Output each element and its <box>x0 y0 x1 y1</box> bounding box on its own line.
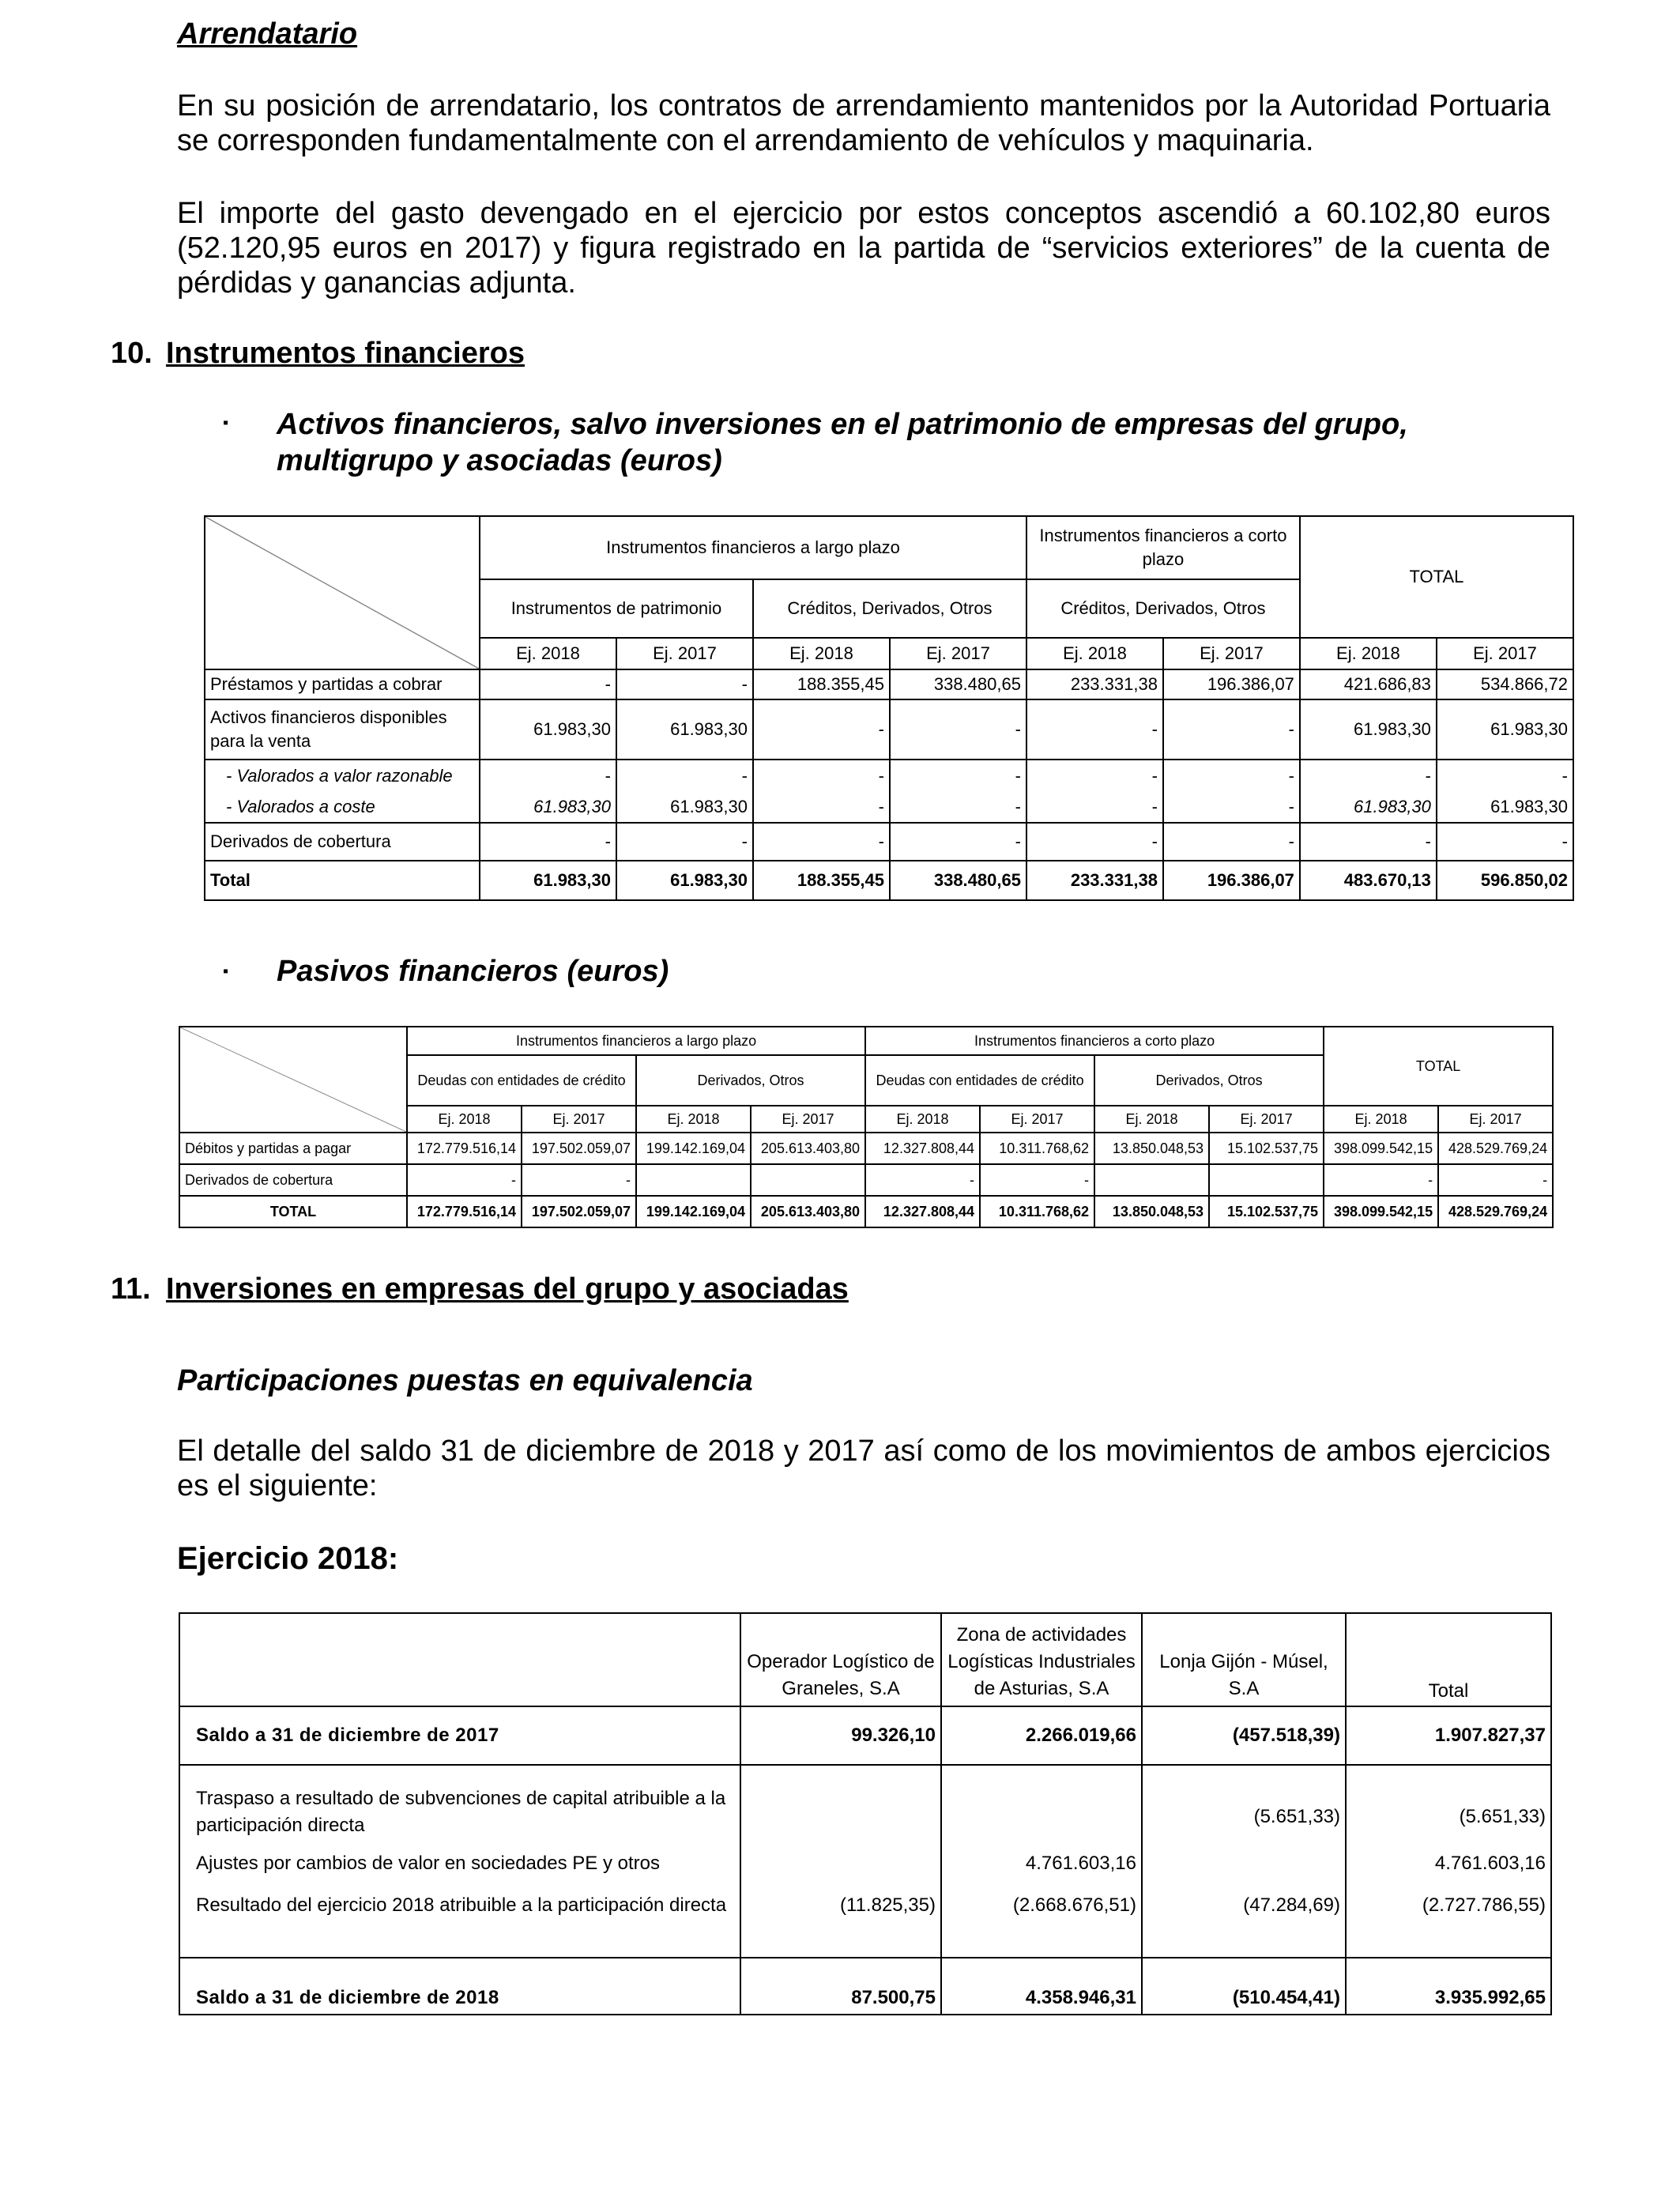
header-total: Total <box>1346 1613 1551 1706</box>
cell: - <box>480 669 616 699</box>
activos-header-largo: Instrumentos financieros a largo plazo <box>480 516 1026 579</box>
equivalencia-table <box>179 1612 1552 2015</box>
cell: 205.613.403,80 <box>751 1196 865 1227</box>
activos-header-corto: Instrumentos financieros a corto plazo <box>1026 516 1300 579</box>
header-blank-cell <box>179 1613 740 1706</box>
header-operador <box>740 1613 941 1706</box>
cell: (11.825,35) <box>740 1888 941 1958</box>
cell <box>740 1839 941 1888</box>
arrendatario-paragraph-2: El importe del gasto devengado en el ejercicio por estos conceptos ascendió a 60.102,80 euros (52.120,95 euros en 2017) y figura registrado en la partida de “servicios exteriores” de la cuenta de pérdidas y ganancias adjunta. <box>177 197 1550 300</box>
cell: - <box>753 823 890 861</box>
cell: 188.355,45 <box>753 861 890 900</box>
activos-header-creditos-lp: Créditos, Derivados, Otros <box>753 579 1026 638</box>
section-10-number: 10. <box>111 337 153 370</box>
cell: 12.327.808,44 <box>865 1133 980 1164</box>
year-header: Ej. 2017 <box>1437 638 1573 669</box>
cell <box>636 1164 751 1196</box>
cell <box>1142 1839 1346 1888</box>
cell: 398.099.542,15 <box>1324 1196 1438 1227</box>
cell <box>740 1765 941 1839</box>
cell: - <box>616 823 753 861</box>
cell: - <box>480 823 616 861</box>
year-header: Ej. 2017 <box>980 1106 1094 1133</box>
activos-title-line-2: multigrupo y asociadas (euros) <box>277 444 722 477</box>
cell: 15.102.537,75 <box>1209 1133 1324 1164</box>
cell: 338.480,65 <box>890 669 1026 699</box>
header-lonja-line-1: Lonja Gijón - Músel, <box>1159 1651 1328 1672</box>
cell: 205.613.403,80 <box>751 1133 865 1164</box>
cell: - <box>1026 760 1163 791</box>
table-row <box>205 823 1573 861</box>
arrendatario-paragraph-1: En su posición de arrendatario, los contratos de arrendamiento mantenidos por la Autoridad Portuaria se corresponden fundamentalmente con el arrendamiento de vehículos y maquinaria. <box>177 89 1550 157</box>
year-header: Ej. 2017 <box>616 638 753 669</box>
cell: 338.480,65 <box>890 861 1026 900</box>
year-header: Ej. 2018 <box>1324 1106 1438 1133</box>
header-zona-line-1: Zona de actividades <box>956 1624 1127 1646</box>
pasivos-header-deudas-lp: Deudas con entidades de crédito <box>407 1055 636 1106</box>
table-row <box>179 1196 1553 1227</box>
row-label: Ajustes por cambios de valor en sociedades PE y otros <box>179 1839 740 1888</box>
year-header: Ej. 2017 <box>890 638 1026 669</box>
cell: - <box>1026 823 1163 861</box>
year-header: Ej. 2018 <box>1026 638 1163 669</box>
year-header: Ej. 2017 <box>751 1106 865 1133</box>
row-label: Préstamos y partidas a cobrar <box>205 669 480 699</box>
cell: 596.850,02 <box>1437 861 1573 900</box>
cell: (457.518,39) <box>1142 1706 1346 1765</box>
cell: 99.326,10 <box>740 1706 941 1765</box>
table-row <box>179 1888 1551 1958</box>
header-lonja-line-2: S.A <box>1228 1678 1260 1699</box>
cell: - <box>753 699 890 760</box>
activos-header-total: TOTAL <box>1300 516 1573 638</box>
cell: - <box>1437 760 1573 791</box>
cell: 196.386,07 <box>1163 861 1300 900</box>
pasivos-header-deudas-cp: Deudas con entidades de crédito <box>865 1055 1094 1106</box>
header-operador-line-1: Operador Logístico de <box>747 1651 935 1672</box>
table-row <box>179 1133 1553 1164</box>
cell: - <box>1438 1164 1553 1196</box>
year-header: Ej. 2018 <box>1094 1106 1209 1133</box>
row-label: TOTAL <box>179 1196 407 1227</box>
row-label-line-2: participación directa <box>196 1815 365 1836</box>
arrendatario-title: Arrendatario <box>177 17 358 51</box>
year-header: Ej. 2017 <box>522 1106 636 1133</box>
diagonal-line <box>180 1027 406 1132</box>
cell: 197.502.059,07 <box>522 1133 636 1164</box>
cell: - <box>616 760 753 791</box>
cell: 61.983,30 <box>616 699 753 760</box>
activos-corner-cell <box>205 516 480 669</box>
cell: - <box>890 760 1026 791</box>
cell: - <box>522 1164 636 1196</box>
pasivos-header-derivados-lp: Derivados, Otros <box>636 1055 865 1106</box>
cell: 13.850.048,53 <box>1094 1133 1209 1164</box>
pasivos-corner-cell <box>179 1027 407 1133</box>
year-header: Ej. 2018 <box>636 1106 751 1133</box>
cell: - <box>890 699 1026 760</box>
ejercicio-title: Ejercicio 2018: <box>177 1541 399 1576</box>
cell: 4.761.603,16 <box>941 1839 1142 1888</box>
year-header: Ej. 2018 <box>407 1106 522 1133</box>
diagonal-line <box>205 517 479 669</box>
year-header: Ej. 2018 <box>1300 638 1437 669</box>
cell <box>941 1765 1142 1839</box>
section-11-paragraph: El detalle del saldo 31 de diciembre de 2018 y 2017 así como de los movimientos de ambos ejercicios es el siguiente: <box>177 1434 1550 1502</box>
row-label: Derivados de cobertura <box>205 823 480 861</box>
cell: (2.727.786,55) <box>1346 1888 1551 1958</box>
table-row <box>179 1164 1553 1196</box>
cell: - <box>980 1164 1094 1196</box>
year-header: Ej. 2018 <box>480 638 616 669</box>
row-label-line-1: Traspaso a resultado de subvenciones de capital atribuible a la <box>196 1788 726 1809</box>
cell: - <box>1163 823 1300 861</box>
year-header: Ej. 2018 <box>753 638 890 669</box>
table-row <box>179 1958 1551 2015</box>
cell: - <box>616 669 753 699</box>
row-label-traspaso <box>179 1765 740 1839</box>
table-row <box>179 1765 1551 1839</box>
cell: 172.779.516,14 <box>407 1133 522 1164</box>
pasivos-header-corto: Instrumentos financieros a corto plazo <box>865 1027 1324 1055</box>
cell: - <box>1300 760 1437 791</box>
section-11-number: 11. <box>111 1272 151 1306</box>
cell: 199.142.169,04 <box>636 1196 751 1227</box>
pasivos-header-derivados-cp: Derivados, Otros <box>1094 1055 1324 1106</box>
year-header: Ej. 2018 <box>865 1106 980 1133</box>
cell: 421.686,83 <box>1300 669 1437 699</box>
cell: 428.529.769,24 <box>1438 1196 1553 1227</box>
cell: 61.983,30 <box>480 699 616 760</box>
activos-header-creditos-cp: Créditos, Derivados, Otros <box>1026 579 1300 638</box>
cell: 197.502.059,07 <box>522 1196 636 1227</box>
cell: 398.099.542,15 <box>1324 1133 1438 1164</box>
cell: 61.983,30 <box>1437 791 1573 823</box>
section-11-title: Inversiones en empresas del grupo y asociadas <box>166 1272 849 1306</box>
activos-header-patrimonio: Instrumentos de patrimonio <box>480 579 753 638</box>
cell: 534.866,72 <box>1437 669 1573 699</box>
cell: 61.983,30 <box>616 861 753 900</box>
cell: - <box>753 760 890 791</box>
cell: 10.311.768,62 <box>980 1196 1094 1227</box>
cell: - <box>1437 823 1573 861</box>
cell: 13.850.048,53 <box>1094 1196 1209 1227</box>
row-label: Total <box>205 861 480 900</box>
row-label: Saldo a 31 de diciembre de 2017 <box>179 1706 740 1765</box>
cell: 61.983,30 <box>1300 699 1437 760</box>
cell: - <box>865 1164 980 1196</box>
cell: 233.331,38 <box>1026 669 1163 699</box>
cell: 188.355,45 <box>753 669 890 699</box>
pasivos-header-total: TOTAL <box>1324 1027 1553 1106</box>
cell: (5.651,33) <box>1346 1765 1551 1839</box>
cell: 10.311.768,62 <box>980 1133 1094 1164</box>
cell: 199.142.169,04 <box>636 1133 751 1164</box>
year-header: Ej. 2017 <box>1209 1106 1324 1133</box>
cell: 12.327.808,44 <box>865 1196 980 1227</box>
cell: - <box>753 791 890 823</box>
cell: 196.386,07 <box>1163 669 1300 699</box>
bullet-icon: ▪ <box>223 414 229 432</box>
cell: 61.983,30 <box>616 791 753 823</box>
year-header: Ej. 2017 <box>1163 638 1300 669</box>
activos-title-line-1: Activos financieros, salvo inversiones en el patrimonio de empresas del grupo, <box>277 408 1408 441</box>
pasivos-header-largo: Instrumentos financieros a largo plazo <box>407 1027 865 1055</box>
cell: 4.358.946,31 <box>941 1958 1142 2015</box>
table-row <box>205 861 1573 900</box>
row-label: Saldo a 31 de diciembre de 2018 <box>179 1958 740 2015</box>
table-row <box>205 699 1573 760</box>
table-row <box>205 760 1573 791</box>
cell: - <box>1163 791 1300 823</box>
cell: 61.983,30 <box>480 791 616 823</box>
pasivos-title: Pasivos financieros (euros) <box>277 955 669 988</box>
cell: - <box>1300 823 1437 861</box>
cell: - <box>890 791 1026 823</box>
row-label: - Valorados a coste <box>205 791 480 823</box>
header-operador-line-2: Graneles, S.A <box>782 1678 900 1699</box>
table-row <box>205 669 1573 699</box>
cell: 4.761.603,16 <box>1346 1839 1551 1888</box>
cell: (5.651,33) <box>1142 1765 1346 1839</box>
section-10-title: Instrumentos financieros <box>166 337 525 370</box>
cell: 61.983,30 <box>1437 699 1573 760</box>
row-label: Derivados de cobertura <box>179 1164 407 1196</box>
row-label: Resultado del ejercicio 2018 atribuible a la participación directa <box>179 1888 740 1958</box>
cell: 1.907.827,37 <box>1346 1706 1551 1765</box>
cell: 233.331,38 <box>1026 861 1163 900</box>
cell: 15.102.537,75 <box>1209 1196 1324 1227</box>
cell: - <box>480 760 616 791</box>
year-header: Ej. 2017 <box>1438 1106 1553 1133</box>
cell: - <box>1163 699 1300 760</box>
cell: 428.529.769,24 <box>1438 1133 1553 1164</box>
cell: - <box>1324 1164 1438 1196</box>
table-row <box>179 1706 1551 1765</box>
cell: (2.668.676,51) <box>941 1888 1142 1958</box>
header-zona <box>941 1613 1142 1706</box>
pasivos-table <box>179 1026 1554 1228</box>
section-11-subtitle: Participaciones puestas en equivalencia <box>177 1364 753 1397</box>
cell: (510.454,41) <box>1142 1958 1346 2015</box>
row-label: Débitos y partidas a pagar <box>179 1133 407 1164</box>
table-row <box>205 791 1573 823</box>
cell: 61.983,30 <box>1300 791 1437 823</box>
table-row <box>179 1839 1551 1888</box>
cell: 172.779.516,14 <box>407 1196 522 1227</box>
cell: - <box>1026 791 1163 823</box>
cell: 3.935.992,65 <box>1346 1958 1551 2015</box>
activos-table <box>204 515 1574 901</box>
cell: (47.284,69) <box>1142 1888 1346 1958</box>
cell: - <box>407 1164 522 1196</box>
header-zona-line-2: Logísticas Industriales <box>947 1651 1136 1672</box>
cell: 61.983,30 <box>480 861 616 900</box>
row-label: - Valorados a valor razonable <box>205 760 480 791</box>
cell: 2.266.019,66 <box>941 1706 1142 1765</box>
cell <box>1094 1164 1209 1196</box>
bullet-icon: ▪ <box>223 963 229 980</box>
cell <box>1209 1164 1324 1196</box>
cell: 483.670,13 <box>1300 861 1437 900</box>
header-zona-line-3: de Asturias, S.A <box>974 1678 1109 1699</box>
cell <box>751 1164 865 1196</box>
cell: - <box>1163 760 1300 791</box>
cell: - <box>890 823 1026 861</box>
cell: 87.500,75 <box>740 1958 941 2015</box>
header-lonja <box>1142 1613 1346 1706</box>
cell: - <box>1026 699 1163 760</box>
row-label: Activos financieros disponibles para la venta <box>205 699 480 760</box>
